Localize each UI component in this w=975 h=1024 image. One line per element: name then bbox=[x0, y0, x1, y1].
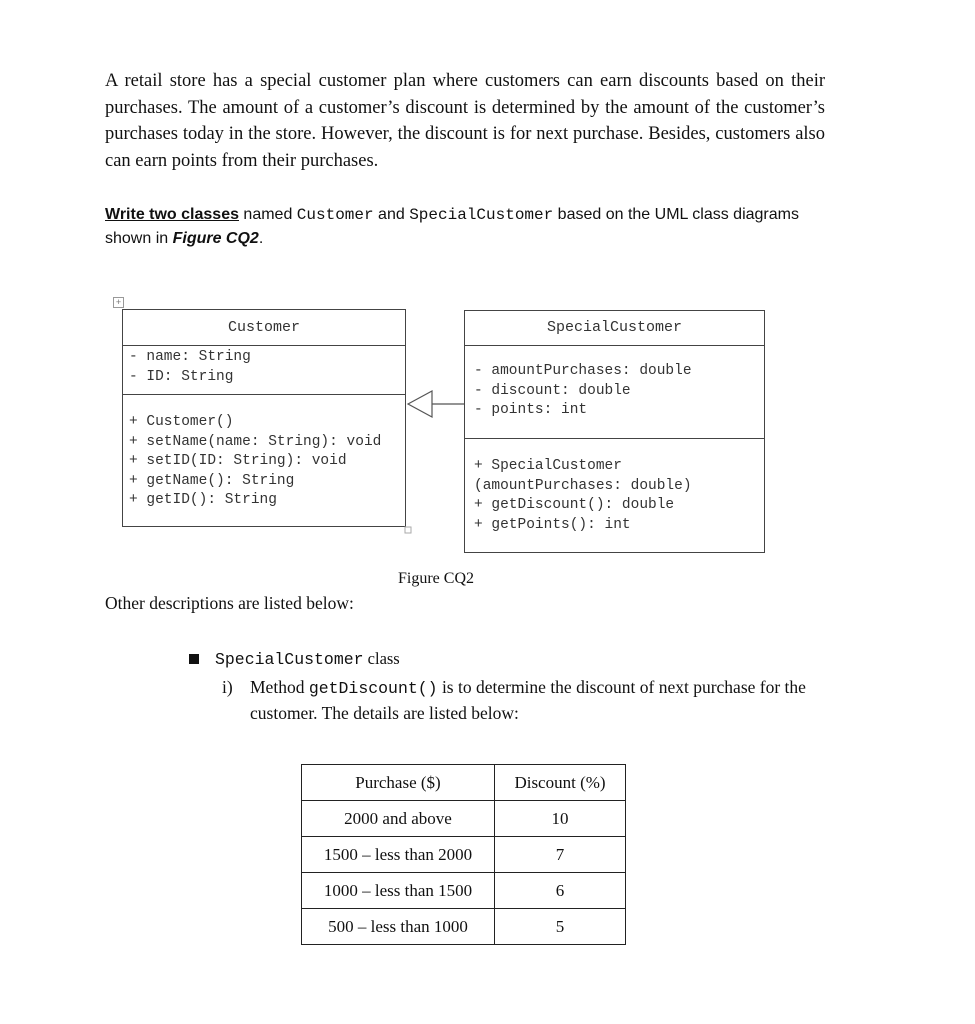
table-cell: 6 bbox=[495, 873, 626, 909]
uml-method: + getName(): String bbox=[129, 472, 295, 489]
table-row bbox=[302, 873, 626, 909]
uml-method: + Customer() bbox=[129, 414, 234, 430]
uml-method: + getPoints(): int bbox=[474, 516, 631, 533]
discount-table bbox=[301, 764, 626, 945]
list-item-text bbox=[250, 675, 825, 726]
uml-class-name: SpecialCustomer bbox=[465, 311, 764, 346]
table-cell: 2000 and above bbox=[302, 801, 495, 837]
uml-attribute: - ID: String bbox=[129, 368, 234, 385]
list-item-suffix: is to determine the discount of next purchase for the customer. The details are listed below: bbox=[250, 677, 806, 723]
bullet-heading bbox=[215, 649, 400, 669]
figure-caption: Figure CQ2 bbox=[398, 570, 474, 587]
instruction-text-named: named bbox=[238, 206, 297, 223]
table-cell: 10 bbox=[495, 801, 626, 837]
bullet-class-name: SpecialCustomer bbox=[215, 650, 364, 669]
class-name-special-customer: SpecialCustomer bbox=[409, 206, 554, 224]
instruction-text-end: . bbox=[258, 230, 264, 247]
method-name: getDiscount() bbox=[308, 679, 438, 698]
uml-method: + SpecialCustomer bbox=[474, 458, 622, 474]
table-header-row bbox=[302, 765, 626, 801]
uml-method: (amountPurchases: double) bbox=[474, 477, 692, 494]
uml-attribute: - points: int bbox=[474, 402, 588, 418]
table-cell: 5 bbox=[495, 909, 626, 945]
table-cell: 7 bbox=[495, 837, 626, 873]
table-row bbox=[302, 837, 626, 873]
uml-attribute: - discount: double bbox=[474, 382, 631, 399]
list-item-prefix: Method bbox=[250, 677, 309, 697]
table-header: Purchase ($) bbox=[302, 765, 495, 801]
other-descriptions-text: Other descriptions are listed below: bbox=[105, 593, 354, 613]
expand-icon: + bbox=[113, 297, 124, 308]
instruction-text-based: based on the UML class diagrams shown in bbox=[105, 206, 799, 247]
table-cell: 1500 – less than 2000 bbox=[302, 837, 495, 873]
bullet-suffix: class bbox=[363, 649, 400, 668]
uml-attribute: - amountPurchases: double bbox=[474, 363, 692, 379]
inheritance-arrow-icon bbox=[408, 391, 432, 417]
uml-attribute: - name: String bbox=[129, 349, 251, 365]
table-row bbox=[302, 909, 626, 945]
table-header: Discount (%) bbox=[495, 765, 626, 801]
intro-paragraph: A retail store has a special customer plan where customers can earn discounts based on their purchases. The amount of a customer’s discount is determined by the amount of the customer’s purchases today in the store. However, the discount is for next purchase. Besides, customers also can earn points from their purchases. bbox=[105, 71, 825, 171]
list-item-number: i) bbox=[222, 677, 233, 697]
resize-handle-icon bbox=[405, 527, 411, 533]
class-name-customer: Customer bbox=[296, 206, 374, 224]
uml-class-name: Customer bbox=[123, 310, 405, 346]
table-cell: 1000 – less than 1500 bbox=[302, 873, 495, 909]
figure-reference: Figure CQ2 bbox=[172, 230, 259, 247]
table-cell: 500 – less than 1000 bbox=[302, 909, 495, 945]
uml-method: + setID(ID: String): void bbox=[129, 453, 347, 469]
table-row bbox=[302, 801, 626, 837]
instruction-emphasis: Write two classes bbox=[105, 206, 239, 223]
uml-method: + getDiscount(): double bbox=[474, 497, 675, 513]
instruction-text-and: and bbox=[373, 206, 410, 223]
uml-method: + getID(): String bbox=[129, 492, 277, 508]
square-bullet-icon bbox=[189, 654, 199, 664]
uml-method: + setName(name: String): void bbox=[129, 433, 382, 450]
